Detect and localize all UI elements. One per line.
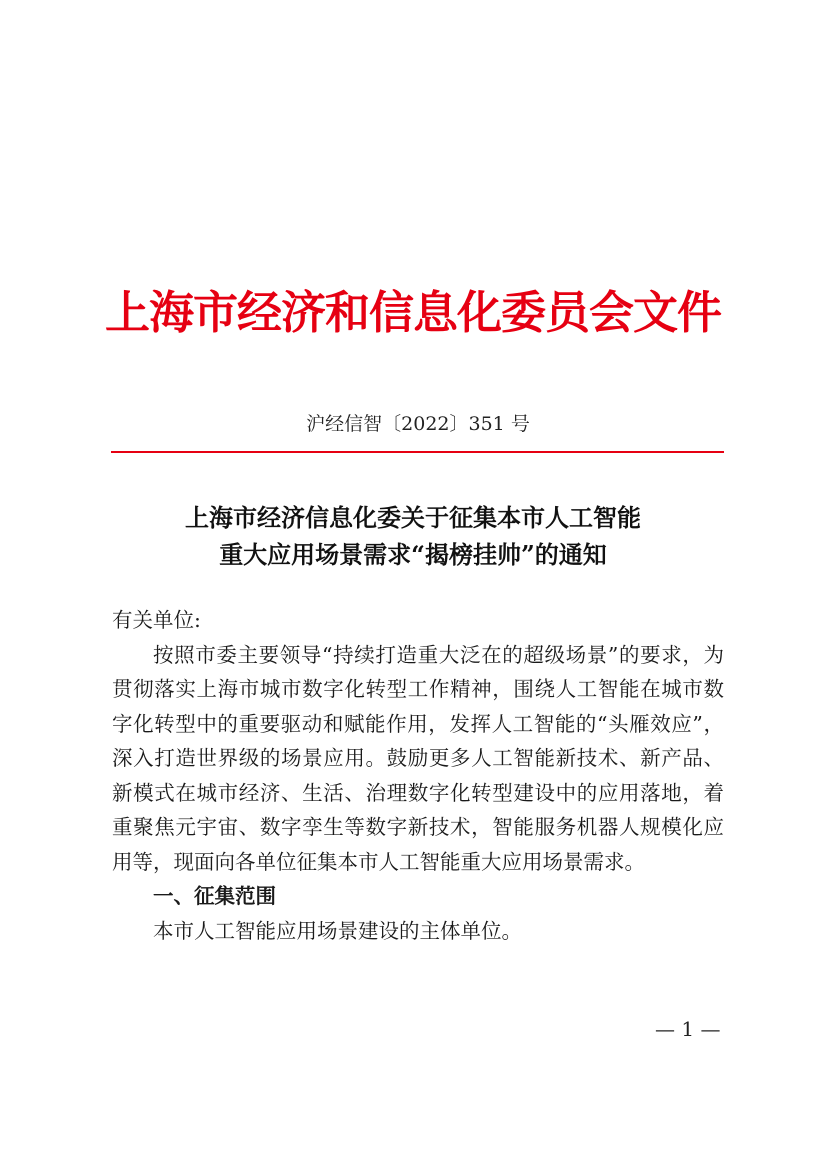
page-number: — 1 — (655, 1017, 721, 1041)
notice-title-line-2: 重大应用场景需求“揭榜挂帅”的通知 (219, 540, 607, 569)
section-scope-text: 本市人工智能应用场景建设的主体单位。 (153, 918, 522, 943)
notice-body (112, 603, 724, 948)
document-masthead: 上海市经济和信息化委员会文件 (104, 286, 721, 339)
red-divider-line (111, 451, 724, 453)
notice-title (0, 499, 826, 573)
document-number: 沪经信智〔2022〕351 号 (306, 413, 530, 435)
salutation: 有关单位: (112, 608, 201, 632)
section-heading-scope: 一、征集范围 (153, 884, 276, 908)
notice-title-line-1: 上海市经济信息化委关于征集本市人工智能 (185, 503, 641, 532)
intro-paragraph: 按照市委主要领导“持续打造重大泛在的超级场景”的要求，为贯彻落实上海市城市数字化转型工作精神，围绕人工智能在城市数字化转型中的重要驱动和赋能作用，发挥人工智能的“头雁效应”，深入打造世界级的场景应用。鼓励更多人工智能新技术、新产品、新模式在城市经济、生活、治理数字化转型建设中的应用落地，着重聚焦元宇宙、数字孪生等数字新技术，智能服务机器人规模化应用等，现面向各单位征集本市人工智能重大应用场景需求。 (112, 642, 724, 874)
